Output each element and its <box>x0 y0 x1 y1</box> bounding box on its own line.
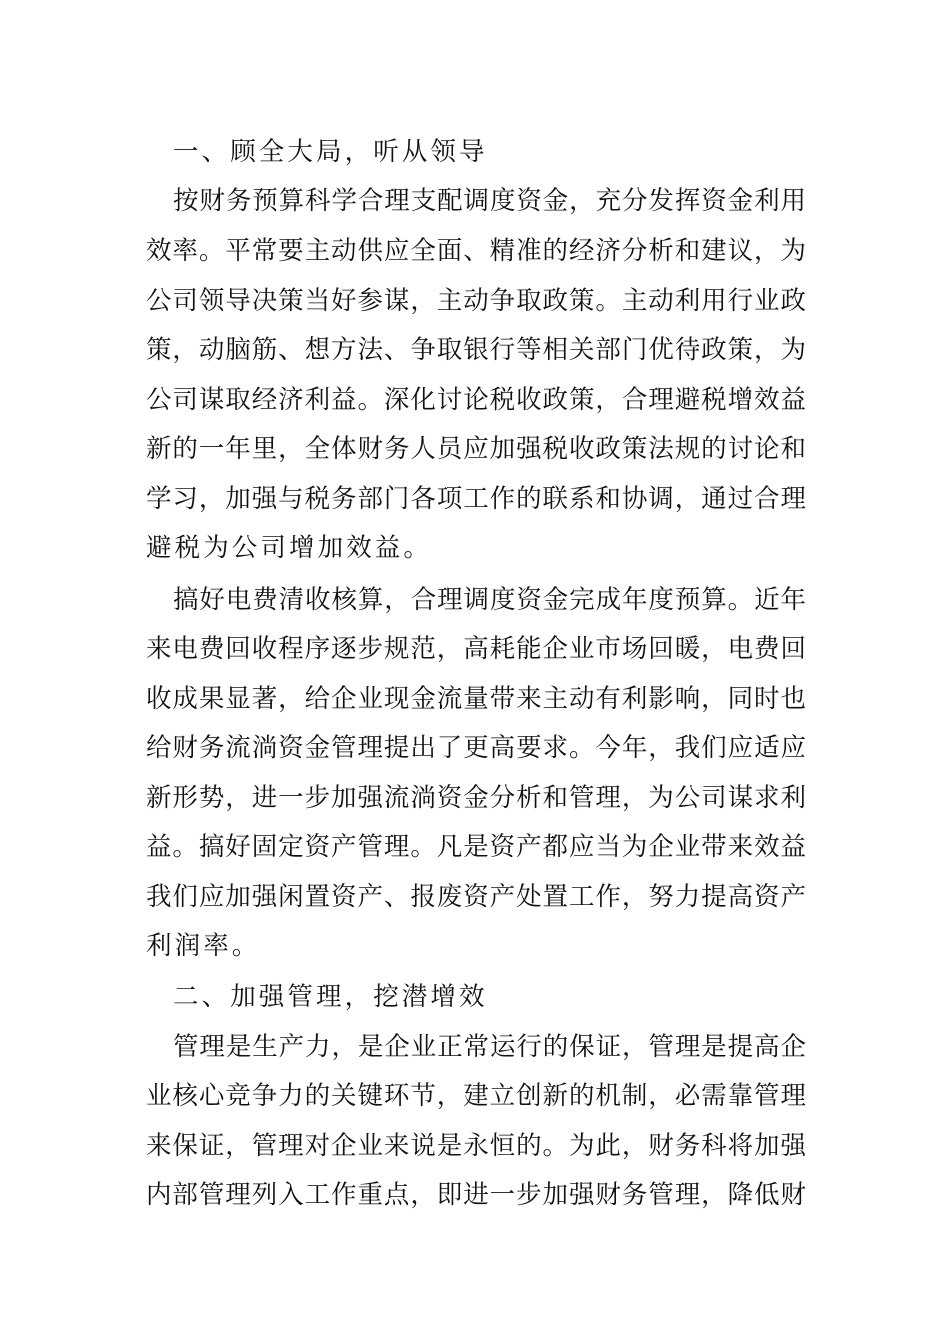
paragraph-line: 公司谋取经济利益。深化讨论税收政策，合理避税增效益 <box>146 385 806 415</box>
paragraph-line: 按财务预算科学合理支配调度资金，充分发挥资金利用 <box>173 186 806 216</box>
paragraph-line: 给财务流淌资金管理提出了更高要求。今年，我们应适应 <box>146 733 806 763</box>
paragraph-line: 内部管理列入工作重点，即进一步加强财务管理，降低财 <box>146 1180 806 1210</box>
paragraph-line: 收成果显著，给企业现金流量带来主动有利影响，同时也 <box>146 684 806 714</box>
paragraph-line: 来电费回收程序逐步规范，高耗能企业市场回暖，电费回 <box>146 634 806 664</box>
paragraph-line: 策，动脑筋、想方法、争取银行等相关部门优待政策，为 <box>146 335 806 365</box>
paragraph-line: 避税为公司增加效益。 <box>146 533 433 563</box>
paragraph-line: 新的一年里，全体财务人员应加强税收政策法规的讨论和 <box>146 434 806 464</box>
paragraph-line: 管理是生产力，是企业正常运行的保证，管理是提高企 <box>173 1032 806 1062</box>
paragraph-line: 搞好电费清收核算，合理调度资金完成年度预算。近年 <box>173 585 806 615</box>
paragraph-line: 利润率。 <box>146 931 261 961</box>
paragraph-line: 来保证，管理对企业来说是永恒的。为此，财务科将加强 <box>146 1131 806 1161</box>
paragraph-line: 益。搞好固定资产管理。凡是资产都应当为企业带来效益 <box>146 832 806 862</box>
paragraph-line: 学习，加强与税务部门各项工作的联系和协调，通过合理 <box>146 484 806 514</box>
paragraph-line: 新形势，进一步加强流淌资金分析和管理，为公司谋求利 <box>146 783 806 813</box>
heading-2: 二、加强管理，挖潜增效 <box>173 982 488 1012</box>
paragraph-line: 效率。平常要主动供应全面、精准的经济分析和建议，为 <box>146 236 806 266</box>
paragraph-line: 公司领导决策当好参谋，主动争取政策。主动利用行业政 <box>146 286 806 316</box>
paragraph-line: 我们应加强闲置资产、报废资产处置工作，努力提高资产 <box>146 882 806 912</box>
heading-1: 一、顾全大局，听从领导 <box>173 137 488 167</box>
paragraph-line: 业核心竞争力的关键环节，建立创新的机制，必需靠管理 <box>146 1081 806 1111</box>
